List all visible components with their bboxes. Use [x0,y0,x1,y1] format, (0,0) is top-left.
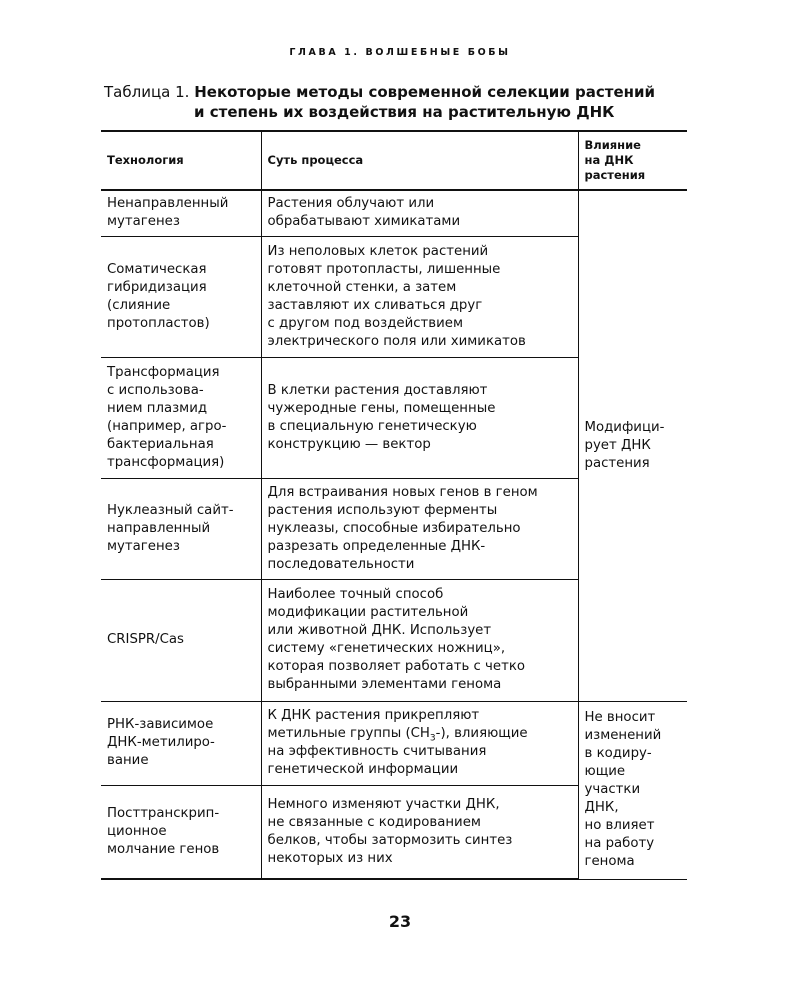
table-row [101,701,687,785]
cell-process: Немного изменяют участки ДНК, не связанные с кодированием белков, чтобы затормозить синтез некоторых из них [261,785,578,879]
page-number: 23 [388,912,412,931]
caption-label: Таблица 1. [104,83,190,101]
cell-technology: CRISPR/Cas [101,579,261,701]
table-row [101,190,687,236]
cell-technology: Трансформация с использова- нием плазмид (например, агро- бактериальная трансформация) [101,357,261,478]
table-caption [104,82,694,122]
cell-technology: Нуклеазный сайт- направленный мутагенез [101,478,261,579]
subscript-three: 3 [429,733,436,744]
process-text-part2: -), влияющие на эффективность считывания генетической информации [267,726,528,777]
cell-technology: Ненаправленный мутагенез [101,190,261,236]
cell-effect-not-modifies: Не вносит изменений в кодиру- ющие участки ДНК, но влияет на работу генома [578,701,687,879]
table-header-row [101,131,687,190]
header-effect: Влияние на ДНК растения [578,131,687,190]
header-process: Суть процесса [261,131,578,190]
cell-technology: РНК-зависимое ДНК-метилиро- вание [101,701,261,785]
cell-process [261,701,578,785]
cell-process: Из неполовых клеток растений готовят протопласты, лишенные клеточной стенки, а затем заставляют их сливаться друг с другом под воздействием электрического поля или химикатов [261,236,578,357]
methods-table [101,130,687,880]
caption-title-line1: Некоторые методы современной селекции растений [194,83,656,101]
process-text-part1: К ДНК растения прикрепляют метильные группы (CH [267,708,480,741]
cell-technology: Соматическая гибридизация (слияние протопластов) [101,236,261,357]
cell-process: Наиболее точный способ модификации растительной или животной ДНК. Использует систему «генетических ножниц», которая позволяет работать с четко выбранными элементами генома [261,579,578,701]
cell-process: Для встраивания новых генов в геном растения используют ферменты нуклеазы, способные избирательно разрезать определенные ДНК- последовательности [261,478,578,579]
running-head: ГЛАВА 1. ВОЛШЕБНЫЕ БОБЫ [289,47,511,58]
cell-technology: Посттранскрип- ционное молчание генов [101,785,261,879]
cell-process: Растения облучают или обрабатывают химикатами [261,190,578,236]
caption-title-line2: и степень их воздействия на растительную ДНК [194,103,615,121]
cell-effect-modifies: Модифици- рует ДНК растения [578,190,687,701]
cell-process: В клетки растения доставляют чужеродные гены, помещенные в специальную генетическую конструкцию — вектор [261,357,578,478]
header-technology: Технология [101,131,261,190]
